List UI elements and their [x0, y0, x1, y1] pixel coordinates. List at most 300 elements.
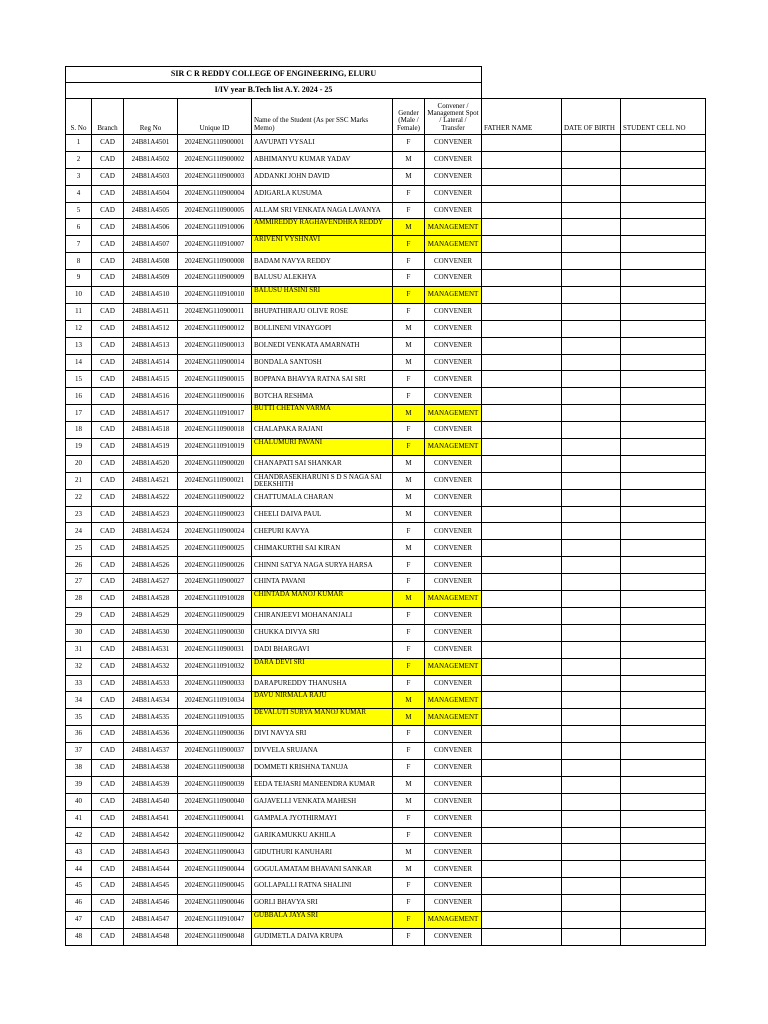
cell-date-of-birth: [562, 878, 621, 895]
cell-cell-no: [621, 388, 706, 405]
cell-category: CONVENER: [425, 388, 482, 405]
cell-branch: CAD: [92, 354, 124, 371]
cell-cell-no: [621, 439, 706, 456]
cell-cell-no: [621, 928, 706, 945]
cell-sno: 34: [66, 692, 92, 709]
cell-father-name: [482, 928, 562, 945]
cell-date-of-birth: [562, 709, 621, 726]
cell-sno: 3: [66, 168, 92, 185]
cell-unique-id: 2024ENG110900036: [178, 726, 252, 743]
cell-unique-id: 2024ENG110900040: [178, 793, 252, 810]
cell-student-name: CHINNI SATYA NAGA SURYA HARSA: [252, 557, 393, 574]
cell-sno: 7: [66, 236, 92, 253]
cell-sno: 30: [66, 624, 92, 641]
cell-unique-id: 2024ENG110900033: [178, 675, 252, 692]
table-row: [66, 185, 706, 202]
cell-cell-no: [621, 658, 706, 675]
cell-gender: F: [393, 726, 425, 743]
table-row: [66, 591, 706, 608]
cell-regno: 24B81A4525: [124, 540, 178, 557]
cell-branch: CAD: [92, 506, 124, 523]
cell-branch: CAD: [92, 911, 124, 928]
cell-category: CONVENER: [425, 624, 482, 641]
cell-gender: M: [393, 776, 425, 793]
cell-date-of-birth: [562, 911, 621, 928]
cell-date-of-birth: [562, 472, 621, 489]
cell-father-name: [482, 219, 562, 236]
cell-regno: 24B81A4530: [124, 624, 178, 641]
cell-branch: CAD: [92, 726, 124, 743]
cell-gender: F: [393, 624, 425, 641]
cell-gender: F: [393, 185, 425, 202]
cell-date-of-birth: [562, 557, 621, 574]
cell-category: CONVENER: [425, 726, 482, 743]
cell-date-of-birth: [562, 624, 621, 641]
cell-unique-id: 2024ENG110900012: [178, 320, 252, 337]
cell-date-of-birth: [562, 337, 621, 354]
cell-cell-no: [621, 337, 706, 354]
cell-unique-id: 2024ENG110910017: [178, 405, 252, 422]
cell-category: CONVENER: [425, 151, 482, 168]
cell-regno: 24B81A4538: [124, 759, 178, 776]
cell-category: CONVENER: [425, 253, 482, 270]
cell-father-name: [482, 776, 562, 793]
cell-gender: M: [393, 320, 425, 337]
cell-unique-id: 2024ENG110900020: [178, 455, 252, 472]
cell-sno: 14: [66, 354, 92, 371]
cell-regno: 24B81A4541: [124, 810, 178, 827]
cell-gender: F: [393, 641, 425, 658]
cell-cell-no: [621, 675, 706, 692]
cell-sno: 35: [66, 709, 92, 726]
cell-unique-id: 2024ENG110900013: [178, 337, 252, 354]
cell-unique-id: 2024ENG110910019: [178, 439, 252, 456]
cell-regno: 24B81A4516: [124, 388, 178, 405]
header-date-of-birth: DATE OF BIRTH: [562, 99, 621, 135]
cell-gender: F: [393, 911, 425, 928]
table-row: [66, 743, 706, 760]
cell-student-name: EEDA TEJASRI MANEENDRA KUMAR: [252, 776, 393, 793]
cell-father-name: [482, 168, 562, 185]
table-row: [66, 557, 706, 574]
table-row: [66, 844, 706, 861]
cell-branch: CAD: [92, 185, 124, 202]
cell-father-name: [482, 388, 562, 405]
cell-unique-id: 2024ENG110900008: [178, 253, 252, 270]
cell-date-of-birth: [562, 135, 621, 152]
cell-unique-id: 2024ENG110900004: [178, 185, 252, 202]
cell-category: CONVENER: [425, 759, 482, 776]
cell-sno: 37: [66, 743, 92, 760]
header-regno: Reg No: [124, 99, 178, 135]
cell-branch: CAD: [92, 591, 124, 608]
cell-regno: 24B81A4548: [124, 928, 178, 945]
cell-category: CONVENER: [425, 675, 482, 692]
cell-gender: M: [393, 540, 425, 557]
cell-unique-id: 2024ENG110910035: [178, 709, 252, 726]
cell-student-name: BHUPATHIRAJU OLIVE ROSE: [252, 303, 393, 320]
cell-category: CONVENER: [425, 810, 482, 827]
cell-student-name: GAJAVELLI VENKATA MAHESH: [252, 793, 393, 810]
cell-regno: 24B81A4515: [124, 371, 178, 388]
cell-category: CONVENER: [425, 455, 482, 472]
cell-regno: 24B81A4526: [124, 557, 178, 574]
cell-father-name: [482, 675, 562, 692]
cell-branch: CAD: [92, 675, 124, 692]
cell-unique-id: 2024ENG110900005: [178, 202, 252, 219]
cell-cell-no: [621, 455, 706, 472]
cell-regno: 24B81A4532: [124, 658, 178, 675]
cell-regno: 24B81A4518: [124, 422, 178, 439]
cell-unique-id: 2024ENG110900039: [178, 776, 252, 793]
cell-sno: 39: [66, 776, 92, 793]
cell-student-name: CHALAPAKA RAJANI: [252, 422, 393, 439]
cell-unique-id: 2024ENG110900024: [178, 523, 252, 540]
cell-unique-id: 2024ENG110900023: [178, 506, 252, 523]
table-row: [66, 709, 706, 726]
cell-student-name: GARIKAMUKKU AKHILA: [252, 827, 393, 844]
cell-regno: 24B81A4506: [124, 219, 178, 236]
cell-sno: 48: [66, 928, 92, 945]
cell-category: CONVENER: [425, 320, 482, 337]
cell-category: CONVENER: [425, 354, 482, 371]
table-row: [66, 810, 706, 827]
cell-category: CONVENER: [425, 168, 482, 185]
cell-gender: M: [393, 489, 425, 506]
cell-category: MANAGEMENT: [425, 219, 482, 236]
cell-student-name: ALLAM SRI VENKATA NAGA LAVANYA: [252, 202, 393, 219]
cell-student-name: CHANDRASEKHARUNI S D S NAGA SAI DEEKSHITH: [252, 472, 393, 489]
cell-sno: 1: [66, 135, 92, 152]
cell-gender: M: [393, 844, 425, 861]
cell-regno: 24B81A4546: [124, 895, 178, 912]
list-title: I/IV year B.Tech list A.Y. 2024 - 25: [66, 83, 482, 99]
cell-category: CONVENER: [425, 523, 482, 540]
cell-regno: 24B81A4507: [124, 236, 178, 253]
cell-date-of-birth: [562, 422, 621, 439]
cell-father-name: [482, 624, 562, 641]
cell-student-name: BOLNEDI VENKATA AMARNATH: [252, 337, 393, 354]
cell-father-name: [482, 405, 562, 422]
cell-unique-id: 2024ENG110910034: [178, 692, 252, 709]
cell-father-name: [482, 337, 562, 354]
cell-father-name: [482, 607, 562, 624]
cell-regno: 24B81A4522: [124, 489, 178, 506]
cell-father-name: [482, 861, 562, 878]
header-father-name: FATHER NAME: [482, 99, 562, 135]
cell-father-name: [482, 759, 562, 776]
table-row: [66, 861, 706, 878]
cell-sno: 25: [66, 540, 92, 557]
cell-date-of-birth: [562, 168, 621, 185]
cell-gender: F: [393, 928, 425, 945]
cell-student-name: ADDANKI JOHN DAVID: [252, 168, 393, 185]
cell-gender: M: [393, 405, 425, 422]
cell-cell-no: [621, 793, 706, 810]
cell-category: CONVENER: [425, 641, 482, 658]
cell-regno: 24B81A4520: [124, 455, 178, 472]
cell-unique-id: 2024ENG110900031: [178, 641, 252, 658]
cell-father-name: [482, 439, 562, 456]
cell-cell-no: [621, 151, 706, 168]
cell-student-name: GOGULAMATAM BHAVANI SANKAR: [252, 861, 393, 878]
cell-category: MANAGEMENT: [425, 658, 482, 675]
cell-cell-no: [621, 354, 706, 371]
cell-sno: 6: [66, 219, 92, 236]
cell-student-name: CHINTADA MANOJ KUMAR: [252, 591, 393, 608]
cell-branch: CAD: [92, 709, 124, 726]
cell-branch: CAD: [92, 337, 124, 354]
cell-unique-id: 2024ENG110900001: [178, 135, 252, 152]
table-row: [66, 692, 706, 709]
cell-date-of-birth: [562, 928, 621, 945]
cell-category: CONVENER: [425, 574, 482, 591]
cell-date-of-birth: [562, 388, 621, 405]
cell-unique-id: 2024ENG110900003: [178, 168, 252, 185]
cell-regno: 24B81A4502: [124, 151, 178, 168]
cell-regno: 24B81A4527: [124, 574, 178, 591]
table-row: [66, 928, 706, 945]
cell-date-of-birth: [562, 759, 621, 776]
cell-branch: CAD: [92, 557, 124, 574]
cell-student-name: DARA DEVI SRI: [252, 658, 393, 675]
cell-sno: 9: [66, 270, 92, 287]
cell-branch: CAD: [92, 168, 124, 185]
cell-branch: CAD: [92, 641, 124, 658]
cell-category: CONVENER: [425, 270, 482, 287]
cell-sno: 2: [66, 151, 92, 168]
cell-cell-no: [621, 692, 706, 709]
cell-sno: 20: [66, 455, 92, 472]
cell-category: CONVENER: [425, 844, 482, 861]
cell-student-name: GUBBALA JAYA SRI: [252, 911, 393, 928]
cell-gender: M: [393, 472, 425, 489]
cell-date-of-birth: [562, 641, 621, 658]
cell-gender: F: [393, 388, 425, 405]
table-row: [66, 793, 706, 810]
cell-regno: 24B81A4510: [124, 287, 178, 304]
cell-date-of-birth: [562, 202, 621, 219]
cell-cell-no: [621, 557, 706, 574]
cell-father-name: [482, 878, 562, 895]
table-row: [66, 236, 706, 253]
cell-regno: 24B81A4537: [124, 743, 178, 760]
cell-student-name: AMMIREDDY RAGHAVENDHRA REDDY: [252, 219, 393, 236]
cell-gender: F: [393, 371, 425, 388]
cell-sno: 23: [66, 506, 92, 523]
cell-unique-id: 2024ENG110900046: [178, 895, 252, 912]
cell-sno: 38: [66, 759, 92, 776]
cell-gender: F: [393, 574, 425, 591]
header-student-name: Name of the Student (As per SSC Marks Memo): [252, 99, 393, 135]
cell-date-of-birth: [562, 574, 621, 591]
cell-student-name: BUTTI CHETAN VARMA: [252, 405, 393, 422]
cell-category: MANAGEMENT: [425, 236, 482, 253]
cell-gender: F: [393, 607, 425, 624]
cell-cell-no: [621, 895, 706, 912]
cell-student-name: GUDIMETLA DAIVA KRUPA: [252, 928, 393, 945]
cell-student-name: ABHIMANYU KUMAR YADAV: [252, 151, 393, 168]
cell-regno: 24B81A4508: [124, 253, 178, 270]
cell-cell-no: [621, 422, 706, 439]
cell-cell-no: [621, 168, 706, 185]
cell-gender: F: [393, 675, 425, 692]
cell-category: CONVENER: [425, 878, 482, 895]
cell-category: CONVENER: [425, 506, 482, 523]
cell-cell-no: [621, 844, 706, 861]
cell-category: CONVENER: [425, 793, 482, 810]
cell-sno: 22: [66, 489, 92, 506]
cell-branch: CAD: [92, 743, 124, 760]
cell-regno: 24B81A4517: [124, 405, 178, 422]
table-row: [66, 523, 706, 540]
table-row: [66, 354, 706, 371]
table-row: [66, 827, 706, 844]
cell-cell-no: [621, 219, 706, 236]
cell-gender: F: [393, 759, 425, 776]
cell-branch: CAD: [92, 439, 124, 456]
cell-regno: 24B81A4533: [124, 675, 178, 692]
cell-father-name: [482, 371, 562, 388]
cell-branch: CAD: [92, 540, 124, 557]
cell-branch: CAD: [92, 303, 124, 320]
cell-cell-no: [621, 911, 706, 928]
cell-sno: 45: [66, 878, 92, 895]
header-branch: Branch: [92, 99, 124, 135]
cell-father-name: [482, 354, 562, 371]
cell-student-name: BOPPANA BHAVYA RATNA SAI SRI: [252, 371, 393, 388]
cell-branch: CAD: [92, 574, 124, 591]
cell-gender: M: [393, 219, 425, 236]
cell-date-of-birth: [562, 692, 621, 709]
cell-regno: 24B81A4540: [124, 793, 178, 810]
table-row: [66, 303, 706, 320]
cell-father-name: [482, 422, 562, 439]
cell-branch: CAD: [92, 151, 124, 168]
cell-category: CONVENER: [425, 607, 482, 624]
cell-unique-id: 2024ENG110900037: [178, 743, 252, 760]
cell-student-name: DIVVELA SRUJANA: [252, 743, 393, 760]
cell-father-name: [482, 320, 562, 337]
cell-cell-no: [621, 185, 706, 202]
cell-cell-no: [621, 861, 706, 878]
student-list-table: [65, 66, 706, 946]
cell-regno: 24B81A4535: [124, 709, 178, 726]
cell-father-name: [482, 895, 562, 912]
cell-unique-id: 2024ENG110900015: [178, 371, 252, 388]
cell-regno: 24B81A4521: [124, 472, 178, 489]
cell-father-name: [482, 743, 562, 760]
cell-gender: F: [393, 439, 425, 456]
cell-student-name: CHEELI DAIVA PAUL: [252, 506, 393, 523]
cell-regno: 24B81A4523: [124, 506, 178, 523]
cell-cell-no: [621, 591, 706, 608]
cell-date-of-birth: [562, 236, 621, 253]
cell-sno: 13: [66, 337, 92, 354]
cell-branch: CAD: [92, 455, 124, 472]
cell-gender: F: [393, 557, 425, 574]
cell-father-name: [482, 489, 562, 506]
table-row: [66, 455, 706, 472]
cell-father-name: [482, 591, 562, 608]
cell-category: CONVENER: [425, 472, 482, 489]
cell-student-name: DOMMETI KRISHNA TANUJA: [252, 759, 393, 776]
cell-cell-no: [621, 489, 706, 506]
cell-branch: CAD: [92, 624, 124, 641]
cell-regno: 24B81A4514: [124, 354, 178, 371]
cell-branch: CAD: [92, 844, 124, 861]
cell-unique-id: 2024ENG110900016: [178, 388, 252, 405]
cell-father-name: [482, 135, 562, 152]
cell-student-name: BOLLINENI VINAYGOPI: [252, 320, 393, 337]
cell-cell-no: [621, 472, 706, 489]
cell-cell-no: [621, 574, 706, 591]
cell-student-name: BADAM NAVYA REDDY: [252, 253, 393, 270]
cell-father-name: [482, 709, 562, 726]
cell-cell-no: [621, 810, 706, 827]
header-row: [66, 99, 706, 135]
cell-father-name: [482, 810, 562, 827]
cell-date-of-birth: [562, 675, 621, 692]
cell-branch: CAD: [92, 759, 124, 776]
cell-cell-no: [621, 253, 706, 270]
table-row: [66, 371, 706, 388]
cell-category: CONVENER: [425, 776, 482, 793]
cell-date-of-birth: [562, 185, 621, 202]
cell-gender: F: [393, 658, 425, 675]
cell-category: CONVENER: [425, 928, 482, 945]
cell-gender: F: [393, 523, 425, 540]
table-row: [66, 641, 706, 658]
cell-regno: 24B81A4536: [124, 726, 178, 743]
cell-date-of-birth: [562, 743, 621, 760]
table-row: [66, 337, 706, 354]
cell-date-of-birth: [562, 371, 621, 388]
cell-branch: CAD: [92, 388, 124, 405]
header-sno: S. No: [66, 99, 92, 135]
header-cell-no: STUDENT CELL NO: [621, 99, 706, 135]
cell-student-name: BALUSU HASINI SRI: [252, 287, 393, 304]
cell-date-of-birth: [562, 219, 621, 236]
cell-category: CONVENER: [425, 743, 482, 760]
cell-gender: F: [393, 303, 425, 320]
cell-date-of-birth: [562, 591, 621, 608]
table-row: [66, 658, 706, 675]
table-row: [66, 540, 706, 557]
cell-date-of-birth: [562, 455, 621, 472]
cell-unique-id: 2024ENG110900009: [178, 270, 252, 287]
cell-cell-no: [621, 405, 706, 422]
cell-branch: CAD: [92, 219, 124, 236]
cell-branch: CAD: [92, 371, 124, 388]
cell-sno: 44: [66, 861, 92, 878]
cell-category: CONVENER: [425, 861, 482, 878]
cell-father-name: [482, 641, 562, 658]
cell-sno: 4: [66, 185, 92, 202]
cell-category: CONVENER: [425, 557, 482, 574]
table-row: [66, 506, 706, 523]
cell-category: MANAGEMENT: [425, 405, 482, 422]
cell-sno: 17: [66, 405, 92, 422]
cell-father-name: [482, 911, 562, 928]
cell-unique-id: 2024ENG110910006: [178, 219, 252, 236]
cell-date-of-birth: [562, 540, 621, 557]
cell-student-name: ADIGARLA KUSUMA: [252, 185, 393, 202]
cell-unique-id: 2024ENG110900014: [178, 354, 252, 371]
cell-gender: F: [393, 878, 425, 895]
cell-date-of-birth: [562, 287, 621, 304]
table-row: [66, 151, 706, 168]
